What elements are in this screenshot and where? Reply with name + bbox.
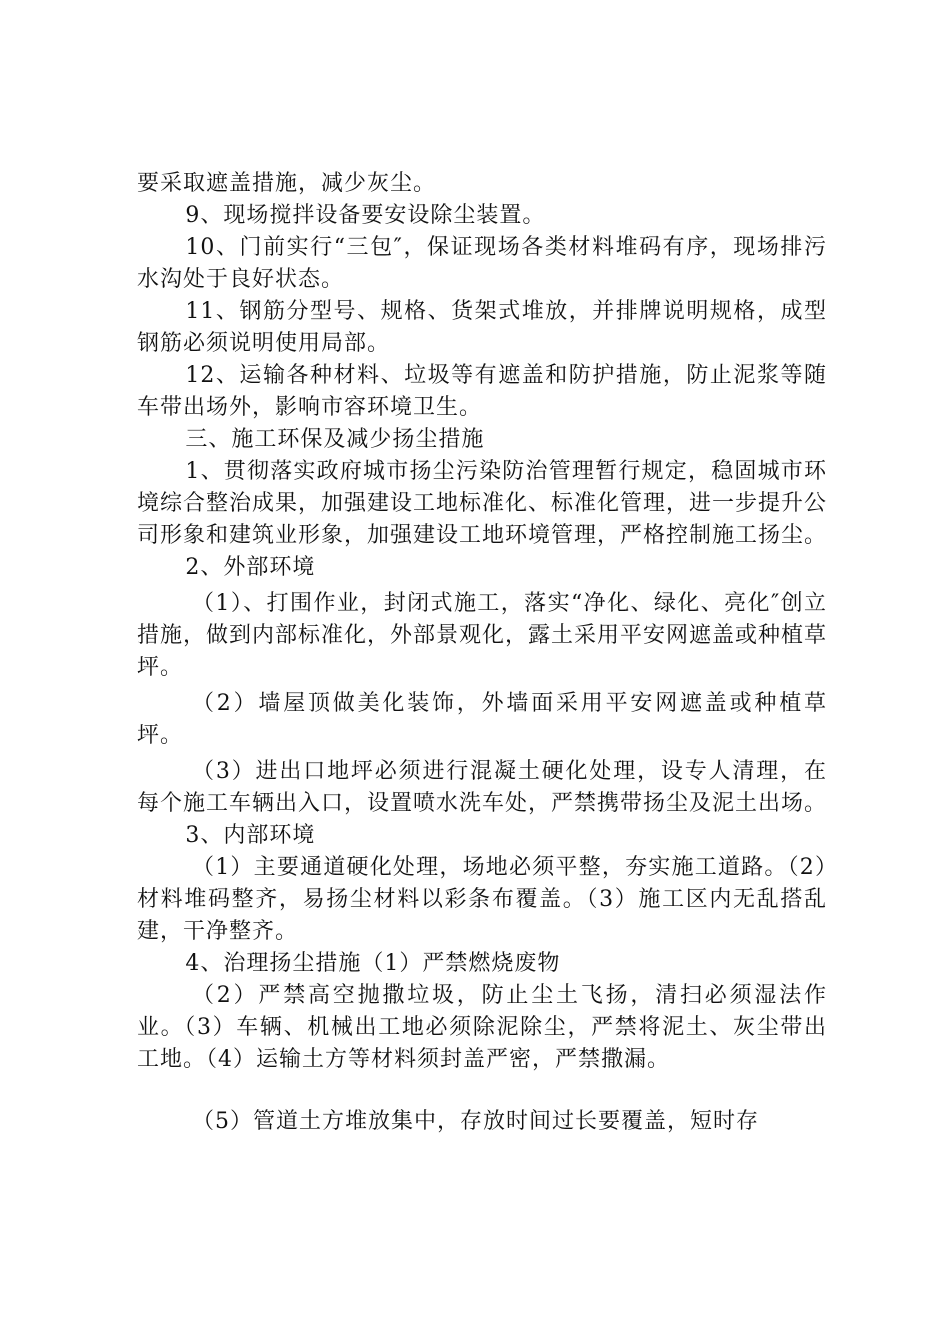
subheading-external-environment: 2、外部环境	[185, 555, 316, 580]
paragraph-dust-control: （2）严禁高空抛撒垃圾，防止尘土飞扬，清扫必须湿法作业。（3）车辆、机械出工地必须除泥除尘，严禁将泥土、灰尘带出工地。（4）运输土方等材料须封盖严密，严禁撒漏。	[137, 983, 827, 1072]
paragraph-section3-item-1: 1、贯彻落实政府城市扬尘污染防治管理暂行规定，稳固城市环境综合整治成果，加强建设工地标准化、标准化管理，进一步提升公司形象和建筑业形象，加强建设工地环境管理，严格控制施工扬尘。	[137, 459, 828, 548]
subheading-internal-environment: 3、内部环境	[185, 823, 316, 848]
document-body	[137, 168, 827, 1138]
subheading-dust-control: 4、治理扬尘措施（1）严禁燃烧废物	[185, 951, 561, 976]
paragraph-external-3: （3）进出口地坪必须进行混凝土硬化处理，设专人清理，在每个施工车辆出入口，设置喷水洗车处，严禁携带扬尘及泥土出场。	[137, 759, 828, 816]
paragraph-dust-control-5: （5）管道土方堆放集中，存放时间过长要覆盖，短时存	[192, 1109, 759, 1134]
paragraph-external-2: （2）墙屋顶做美化装饰，外墙面采用平安网遮盖或种植草坪。	[137, 691, 827, 748]
paragraph-internal: （1）主要通道硬化处理，场地必须平整，夯实施工道路。（2）材料堆码整齐，易扬尘材料以彩条布覆盖。（3）施工区内无乱搭乱建，干净整齐。	[137, 855, 827, 944]
paragraph-continuation: 要采取遮盖措施，减少灰尘。	[137, 171, 437, 196]
paragraph-item-11: 11、钢筋分型号、规格、货架式堆放，并排牌说明规格，成型钢筋必须说明使用局部。	[137, 299, 827, 356]
paragraph-item-9: 9、现场搅拌设备要安设除尘装置。	[185, 203, 546, 228]
paragraph-item-12: 12、运输各种材料、垃圾等有遮盖和防护措施，防止泥浆等随车带出场外，影响市容环境卫生。	[137, 363, 827, 420]
section-heading-3: 三、施工环保及减少扬尘措施	[185, 427, 485, 452]
paragraph-external-1: （1）、打围作业，封闭式施工，落实“净化、绿化、亮化″创立措施，做到内部标准化，外部景观化，露土采用平安网遮盖或种植草坪。	[137, 591, 828, 680]
paragraph-item-10: 10、门前实行“三包″，保证现场各类材料堆码有序，现场排污水沟处于良好状态。	[137, 235, 827, 292]
